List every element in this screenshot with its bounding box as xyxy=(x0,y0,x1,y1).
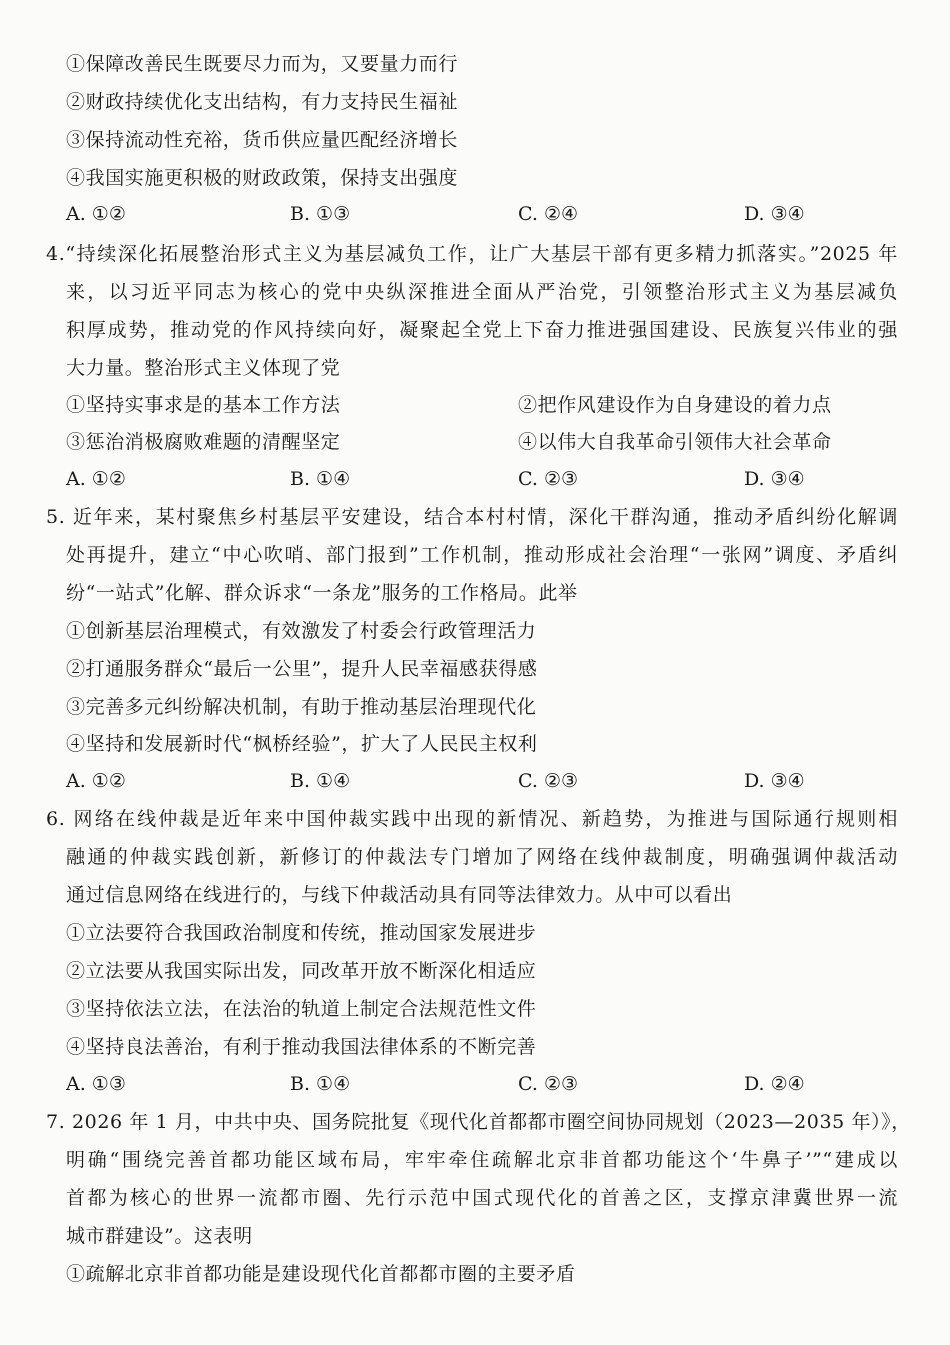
q7-stem-line-4: 城市群建设”。这表明 xyxy=(66,1225,253,1247)
q5-statement-3: ③完善多元纠纷解决机制，有助于推动基层治理现代化 xyxy=(66,696,537,718)
q6-statement-2: ②立法要从我国实际出发，同改革开放不断深化相适应 xyxy=(66,960,537,982)
q7-stem-line-1: 7. 2026 年 1 月，中共中央、国务院批复《现代化首都都市圈空间协同规划（2023—2035 年）》， xyxy=(46,1111,911,1133)
q6-statement-1: ①立法要符合我国政治制度和传统，推动国家发展进步 xyxy=(66,922,537,944)
q6-stem-line-1: 6. 网络在线仲裁是近年来中国仲裁实践中出现的新情况、新趋势，为推进与国际通行规则相 xyxy=(46,808,898,830)
q5-stem-line-1: 5. 近年来，某村聚焦乡村基层平安建设，结合本村村情，深化干群沟通，推动矛盾纠纷化解调 xyxy=(46,506,898,528)
q3-choice-a: A. ①② xyxy=(66,203,126,225)
q3-statement-2: ②财政持续优化支出结构，有力支持民生福祉 xyxy=(66,91,459,113)
q4-statement-1: ①坚持实事求是的基本工作方法 xyxy=(66,394,341,416)
q3-statement-1: ①保障改善民生既要尽力而为，又要量力而行 xyxy=(66,53,459,75)
q4-choice-a: A. ①② xyxy=(66,468,126,490)
q6-choice-a: A. ①③ xyxy=(66,1073,126,1095)
q5-statement-4: ④坚持和发展新时代“枫桥经验”，扩大了人民民主权利 xyxy=(66,733,538,755)
q5-stem-line-2: 处再提升，建立“中心吹哨、部门报到”工作机制，推动形成社会治理“一张网”调度、矛盾纠 xyxy=(66,544,898,566)
q5-choice-b: B. ①④ xyxy=(290,770,351,792)
q4-stem-line-3: 积厚成势，推动党的作风持续向好，凝聚起全党上下奋力推进强国建设、民族复兴伟业的强 xyxy=(66,319,898,341)
q5-stem-line-3: 纷“一站式”化解、群众诉求“一条龙”服务的工作格局。此举 xyxy=(66,582,578,604)
q7-statement-1: ①疏解北京非首都功能是建设现代化首都都市圈的主要矛盾 xyxy=(66,1263,576,1285)
q4-stem-line-4: 大力量。整治形式主义体现了党 xyxy=(66,357,341,379)
q5-choice-a: A. ①② xyxy=(66,770,126,792)
q4-stem-line-1: 4.“持续深化拓展整治形式主义为基层减负工作，让广大基层干部有更多精力抓落实。”2025 年 xyxy=(46,243,898,265)
q4-choice-b: B. ①④ xyxy=(290,468,351,490)
q4-stem-line-2: 来，以习近平同志为核心的党中央纵深推进全面从严治党，引领整治形式主义为基层减负 xyxy=(66,281,898,303)
q7-stem-line-3: 首都为核心的世界一流都市圈、先行示范中国式现代化的首善之区，支撑京津冀世界一流 xyxy=(66,1187,898,1209)
q3-choice-b: B. ①③ xyxy=(290,203,351,225)
q3-statement-3: ③保持流动性充裕，货币供应量匹配经济增长 xyxy=(66,129,459,151)
q6-statement-4: ④坚持良法善治，有利于推动我国法律体系的不断完善 xyxy=(66,1036,537,1058)
q6-stem-line-2: 融通的仲裁实践创新，新修订的仲裁法专门增加了网络在线仲裁制度，明确强调仲裁活动 xyxy=(66,846,898,868)
q6-choice-b: B. ①④ xyxy=(290,1073,351,1095)
q4-choice-d: D. ③④ xyxy=(744,468,805,490)
q5-choice-d: D. ③④ xyxy=(744,770,805,792)
q6-choice-d: D. ②④ xyxy=(744,1073,805,1095)
q7-stem-line-2: 明确“围绕完善首都功能区域布局，牢牢牵住疏解北京非首都功能这个‘牛鼻子’”“建成以 xyxy=(66,1149,898,1171)
q3-choice-d: D. ③④ xyxy=(744,203,805,225)
q6-stem-line-3: 通过信息网络在线进行的，与线下仲裁活动具有同等法律效力。从中可以看出 xyxy=(66,884,733,906)
q5-statement-2: ②打通服务群众“最后一公里”，提升人民幸福感获得感 xyxy=(66,658,538,680)
q3-statement-4: ④我国实施更积极的财政政策，保持支出强度 xyxy=(66,167,459,189)
q5-statement-1: ①创新基层治理模式，有效激发了村委会行政管理活力 xyxy=(66,620,537,642)
q4-statement-4: ④以伟大自我革命引领伟大社会革命 xyxy=(518,431,832,453)
q6-choice-c: C. ②③ xyxy=(518,1073,579,1095)
q4-choice-c: C. ②③ xyxy=(518,468,579,490)
q6-statement-3: ③坚持依法立法，在法治的轨道上制定合法规范性文件 xyxy=(66,998,537,1020)
q4-statement-2: ②把作风建设作为自身建设的着力点 xyxy=(518,394,832,416)
q5-choice-c: C. ②③ xyxy=(518,770,579,792)
q3-choice-c: C. ②④ xyxy=(518,203,579,225)
q4-statement-3: ③惩治消极腐败难题的清醒坚定 xyxy=(66,431,341,453)
